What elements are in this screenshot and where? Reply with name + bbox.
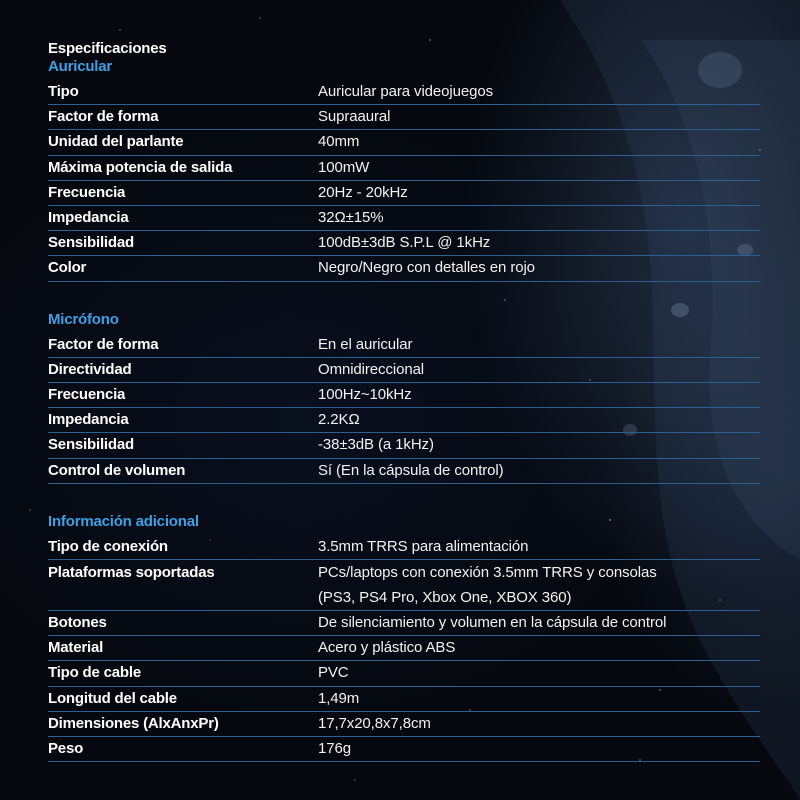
spec-label: Sensibilidad [48, 436, 134, 454]
spec-label: Plataformas soportadas [48, 564, 215, 582]
spec-row [48, 105, 760, 130]
spec-row [48, 661, 760, 686]
spec-row [48, 358, 760, 383]
spec-label: Peso [48, 740, 84, 758]
spec-value: Sí (En la cápsula de control) [318, 461, 504, 479]
spec-row [48, 636, 760, 661]
spec-label: Máxima potencia de salida [48, 158, 233, 176]
spec-label: Tipo de cable [48, 664, 141, 682]
spec-row [48, 156, 760, 181]
spec-value [318, 560, 760, 610]
spec-label: Frecuencia [48, 386, 126, 404]
spec-value: 32Ω±15% [318, 209, 384, 227]
spec-value: 176g [318, 740, 351, 758]
spec-label: Botones [48, 614, 107, 632]
section-microfono [48, 311, 760, 484]
spec-row [48, 712, 760, 737]
spec-value: Negro/Negro con detalles en rojo [318, 259, 535, 277]
spec-label: Frecuencia [48, 183, 126, 201]
spec-row [48, 737, 760, 762]
spec-value: 40mm [318, 133, 360, 151]
spec-label: Factor de forma [48, 335, 159, 353]
spec-row [48, 535, 760, 560]
spec-value: 2.2KΩ [318, 411, 360, 429]
spec-value: 100mW [318, 158, 370, 176]
section-informacion-adicional [48, 513, 760, 762]
spec-row [48, 687, 760, 712]
spec-value-line: (PS3, PS4 Pro, Xbox One, XBOX 360) [318, 589, 572, 607]
spec-value: En el auricular [318, 335, 413, 353]
spec-value: 100Hz~10kHz [318, 386, 412, 404]
spec-row [48, 80, 760, 105]
spec-value: 100dB±3dB S.P.L @ 1kHz [318, 234, 491, 252]
spec-value: 17,7x20,8x7,8cm [318, 714, 431, 732]
spec-label: Sensibilidad [48, 234, 134, 252]
spec-value: -38±3dB (a 1kHz) [318, 436, 434, 454]
spec-row [48, 560, 760, 611]
section-title: Micrófono [48, 310, 119, 328]
spec-value: Acero y plástico ABS [318, 639, 456, 657]
spec-row [48, 408, 760, 433]
spec-value: De silenciamiento y volumen en la cápsula de control [318, 614, 667, 632]
spec-row [48, 181, 760, 206]
spec-row [48, 206, 760, 231]
spec-row [48, 433, 760, 458]
spec-row [48, 333, 760, 358]
spec-row [48, 383, 760, 408]
spec-label: Tipo de conexión [48, 537, 168, 555]
spec-value: 1,49m [318, 689, 360, 707]
section-auricular [48, 58, 760, 282]
section-title: Información adicional [48, 512, 199, 530]
spec-label: Color [48, 259, 87, 277]
document-title: Especificaciones [48, 40, 167, 57]
spec-label: Directividad [48, 360, 132, 378]
spec-value: Auricular para videojuegos [318, 83, 494, 100]
spec-label: Control de volumen [48, 461, 186, 479]
spec-row [48, 130, 760, 155]
spec-label: Factor de forma [48, 108, 159, 126]
spec-label: Impedancia [48, 209, 129, 227]
spec-sheet [48, 40, 760, 762]
spec-label: Unidad del parlante [48, 133, 184, 151]
spec-row [48, 256, 760, 281]
spec-row [48, 459, 760, 484]
spec-value: 20Hz - 20kHz [318, 183, 408, 201]
spec-label: Material [48, 639, 104, 657]
spec-value: Supraaural [318, 108, 391, 126]
spec-label: Impedancia [48, 411, 129, 429]
section-title: Auricular [48, 58, 113, 75]
spec-value: PVC [318, 664, 349, 682]
spec-label: Tipo [48, 83, 79, 100]
spec-label: Longitud del cable [48, 689, 177, 707]
spec-value-line: PCs/laptops con conexión 3.5mm TRRS y consolas [318, 564, 657, 582]
spec-label: Dimensiones (AlxAnxPr) [48, 714, 219, 732]
spec-row [48, 231, 760, 256]
spec-row [48, 611, 760, 636]
spec-value: 3.5mm TRRS para alimentación [318, 537, 529, 555]
spec-value: Omnidireccional [318, 360, 425, 378]
